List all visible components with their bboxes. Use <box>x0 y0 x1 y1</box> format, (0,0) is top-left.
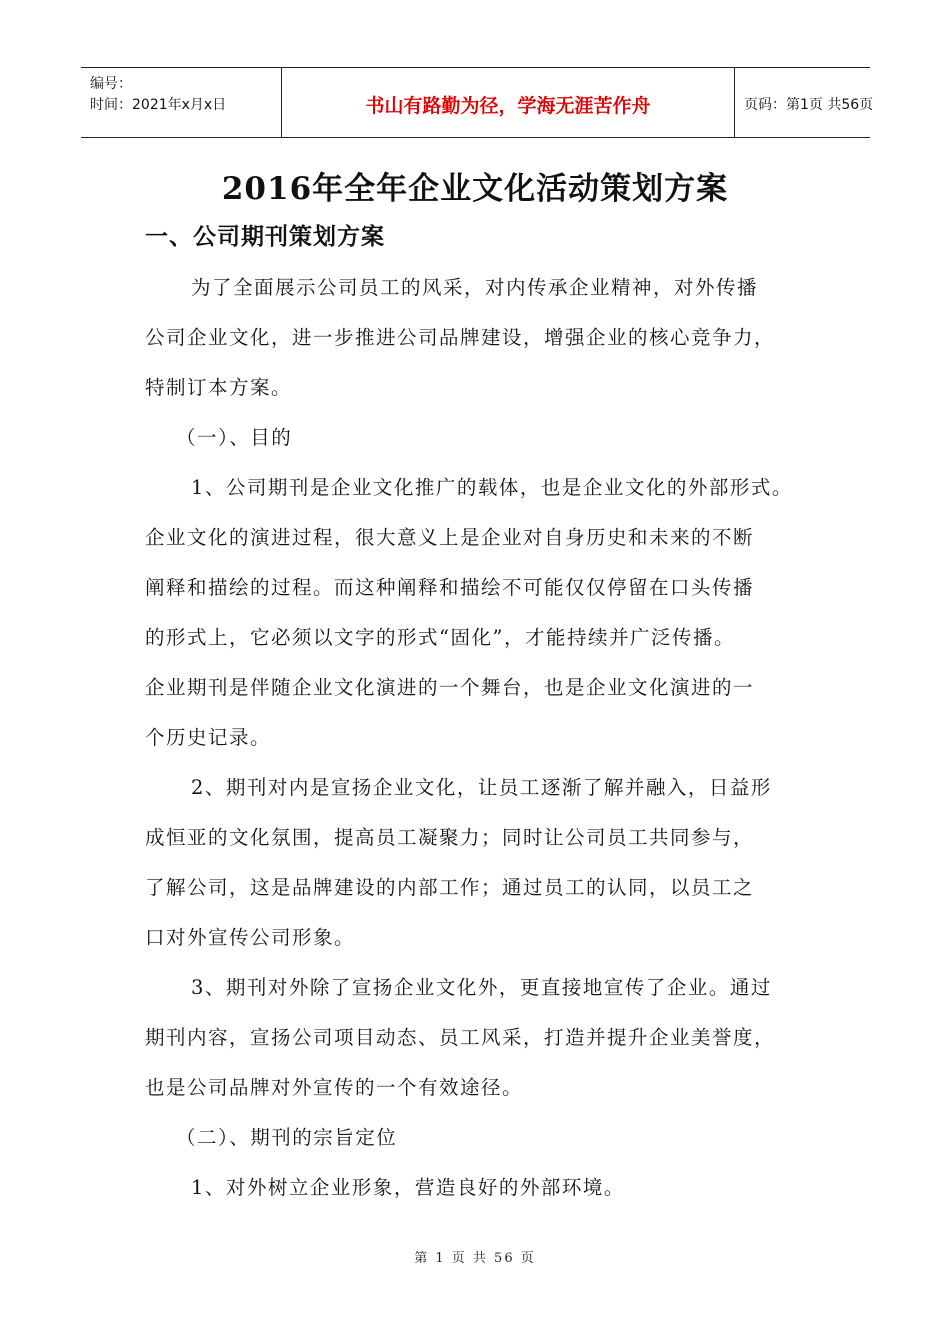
section-heading: 一、公司期刊策划方案 <box>145 223 385 250</box>
body-line: 成恒亚的文化氛围，提高员工凝聚力；同时让公司员工共同参与， <box>145 826 755 849</box>
body-line: 口对外宣传公司形象。 <box>145 926 356 949</box>
document-header <box>81 67 874 138</box>
body-line: 企业文化的演进过程，很大意义上是企业对自身历史和未来的不断 <box>145 526 755 549</box>
body-line: 1、公司期刊是企业文化推广的载体，也是企业文化的外部形式。 <box>191 476 793 499</box>
body-line: 也是公司品牌对外宣传的一个有效途径。 <box>145 1076 524 1099</box>
body-line: 个历史记录。 <box>145 726 272 749</box>
body-line: 企业期刊是伴随企业文化演进的一个舞台，也是企业文化演进的一 <box>145 676 755 699</box>
body-line: 1、对外树立企业形象，营造良好的外部环境。 <box>191 1176 625 1199</box>
body-line: 阐释和描绘的过程。而这种阐释和描绘不可能仅仅停留在口头传播 <box>145 576 755 599</box>
header-page-cell <box>735 68 874 137</box>
body-line: 了解公司，这是品牌建设的内部工作；通过员工的认同，以员工之 <box>145 876 755 899</box>
body-line: 公司企业文化，进一步推进公司品牌建设，增强企业的核心竞争力， <box>145 326 776 349</box>
body-line: 期刊内容，宣扬公司项目动态、员工风采，打造并提升企业美誉度， <box>145 1026 776 1049</box>
body-line: 2、期刊对内是宣扬企业文化，让员工逐渐了解并融入，日益形 <box>191 776 772 799</box>
body-line: 特制订本方案。 <box>145 376 293 399</box>
document-number-label: 编号： <box>90 76 132 92</box>
body-line: 为了全面展示公司员工的风采，对内传承企业精神，对外传播 <box>191 276 759 299</box>
header-motto: 书山有路勤为径，学海无涯苦作舟 <box>365 95 651 117</box>
body-line: （二）、期刊的宗旨定位 <box>176 1126 398 1149</box>
document-title: 2016年全年企业文化活动策划方案 <box>221 171 729 207</box>
body-line: 的形式上，它必须以文字的形式“固化”，才能持续并广泛传播。 <box>145 626 735 649</box>
body-line: （一）、目的 <box>176 426 293 449</box>
header-motto-cell <box>282 68 735 137</box>
document-date: 时间：2021年x月x日 <box>90 97 227 113</box>
page-footer: 第 1 页 共 56 页 <box>414 1251 536 1266</box>
header-meta-cell <box>81 68 282 137</box>
header-page-info: 页码：第1页 共56页 <box>744 97 874 113</box>
body-line: 3、期刊对外除了宣扬企业文化外，更直接地宣传了企业。通过 <box>191 976 772 999</box>
